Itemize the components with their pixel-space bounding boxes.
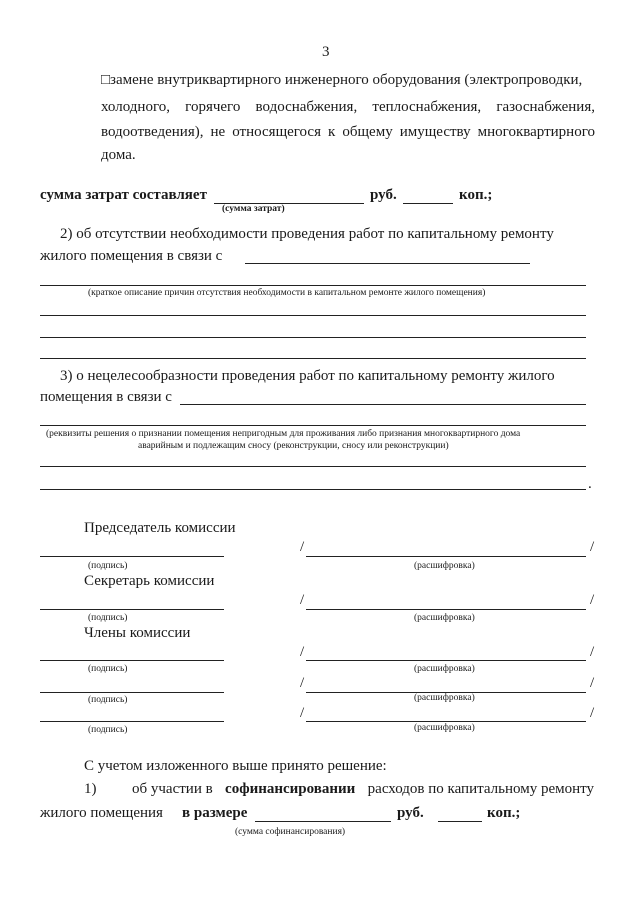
decision-line1-b: софинансировании <box>225 781 356 797</box>
secretary-decode-field[interactable] <box>306 609 586 610</box>
decision-kop-field[interactable] <box>438 821 482 822</box>
page-number: 3 <box>322 44 330 60</box>
member1-slash-close: / <box>590 644 595 660</box>
decision-line1-a: об участии в <box>132 781 213 797</box>
item3-reason-line-2[interactable] <box>40 466 586 467</box>
member1-sign-caption: (подпись) <box>88 664 128 674</box>
item2-line-1: 2) об отсутствии необходимости проведения работ по капитальному ремонту <box>60 226 554 242</box>
chair-decode-caption: (расшифровка) <box>414 561 475 571</box>
item3-reason-line-1[interactable] <box>40 425 586 426</box>
decision-caption: (сумма софинансирования) <box>235 827 346 837</box>
decision-line2-b: в размере <box>182 805 248 821</box>
member3-sign-caption: (подпись) <box>88 725 128 735</box>
decision-line2-a: жилого помещения <box>40 805 163 821</box>
secretary-signature-field[interactable] <box>40 609 224 610</box>
item2-reason-field[interactable] <box>245 263 530 264</box>
section-a-line-2: холодного, горячего водоснабжения, теплоснабжения, газоснабжения, <box>101 99 595 115</box>
member1-decode-caption: (расшифровка) <box>414 664 475 674</box>
chair-slash-close: / <box>590 539 595 555</box>
chair-label: Председатель комиссии <box>84 520 236 536</box>
cost-label: сумма затрат составляет <box>40 187 207 203</box>
secretary-sign-caption: (подпись) <box>88 613 128 623</box>
member2-sign-caption: (подпись) <box>88 695 128 705</box>
item3-reason-field[interactable] <box>180 404 586 405</box>
decision-line1-c: расходов по капитальному ремонту <box>367 781 594 797</box>
item3-trailing-dot: . <box>588 476 592 492</box>
member1-signature-field[interactable] <box>40 660 224 661</box>
item2-reason-line-4[interactable] <box>40 358 586 359</box>
member3-decode-caption: (расшифровка) <box>414 723 475 733</box>
item2-reason-line-1[interactable] <box>40 285 586 286</box>
decision-rub: руб. <box>397 805 424 821</box>
item3-caption-2: аварийным и подлежащим сносу (реконструкции, сносу или реконструкции) <box>138 441 449 451</box>
member3-slash-open: / <box>300 705 305 721</box>
section-a-line-3: водоотведения), не относящегося к общему имуществу многоквартирного <box>101 124 595 140</box>
decision-amount-field[interactable] <box>255 821 391 822</box>
chair-slash-open: / <box>300 539 305 555</box>
decision-intro: С учетом изложенного выше принято решение: <box>84 758 387 774</box>
item3-line-1: 3) о нецелесообразности проведения работ по капитальному ремонту жилого <box>60 368 555 384</box>
cost-rub: руб. <box>370 187 397 203</box>
members-label: Члены комиссии <box>84 625 191 641</box>
member2-signature-field[interactable] <box>40 692 224 693</box>
item3-reason-line-3[interactable] <box>40 489 586 490</box>
section-a-line-1: □замене внутриквартирного инженерного оборудования (электропроводки, <box>101 72 583 88</box>
secretary-slash-open: / <box>300 592 305 608</box>
secretary-decode-caption: (расшифровка) <box>414 613 475 623</box>
cost-kop: коп.; <box>459 187 493 203</box>
item2-line-2: жилого помещения в связи с <box>40 248 223 264</box>
item3-line-2: помещения в связи с <box>40 389 172 405</box>
cost-caption: (сумма затрат) <box>222 204 285 214</box>
item2-reason-line-2[interactable] <box>40 315 586 316</box>
section-a-line-4: дома. <box>101 147 136 163</box>
item2-caption: (краткое описание причин отсутствия необходимости в капитальном ремонте жилого помещения) <box>88 288 486 298</box>
chair-signature-field[interactable] <box>40 556 224 557</box>
member1-slash-open: / <box>300 644 305 660</box>
decision-line-1 <box>132 781 594 798</box>
member2-decode-caption: (расшифровка) <box>414 693 475 703</box>
chair-sign-caption: (подпись) <box>88 561 128 571</box>
decision-kop: коп.; <box>487 805 521 821</box>
member2-slash-open: / <box>300 675 305 691</box>
secretary-label: Секретарь комиссии <box>84 573 215 589</box>
member3-signature-field[interactable] <box>40 721 224 722</box>
member2-slash-close: / <box>590 675 595 691</box>
secretary-slash-close: / <box>590 592 595 608</box>
chair-decode-field[interactable] <box>306 556 586 557</box>
item2-reason-line-3[interactable] <box>40 337 586 338</box>
member1-decode-field[interactable] <box>306 660 586 661</box>
decision-item-num: 1) <box>84 781 97 797</box>
cost-kop-field[interactable] <box>403 203 453 204</box>
member3-decode-field[interactable] <box>306 721 586 722</box>
item3-caption-1: (реквизиты решения о признании помещения непригодным для проживания либо признания многоквартирного дома <box>46 429 521 439</box>
member3-slash-close: / <box>590 705 595 721</box>
